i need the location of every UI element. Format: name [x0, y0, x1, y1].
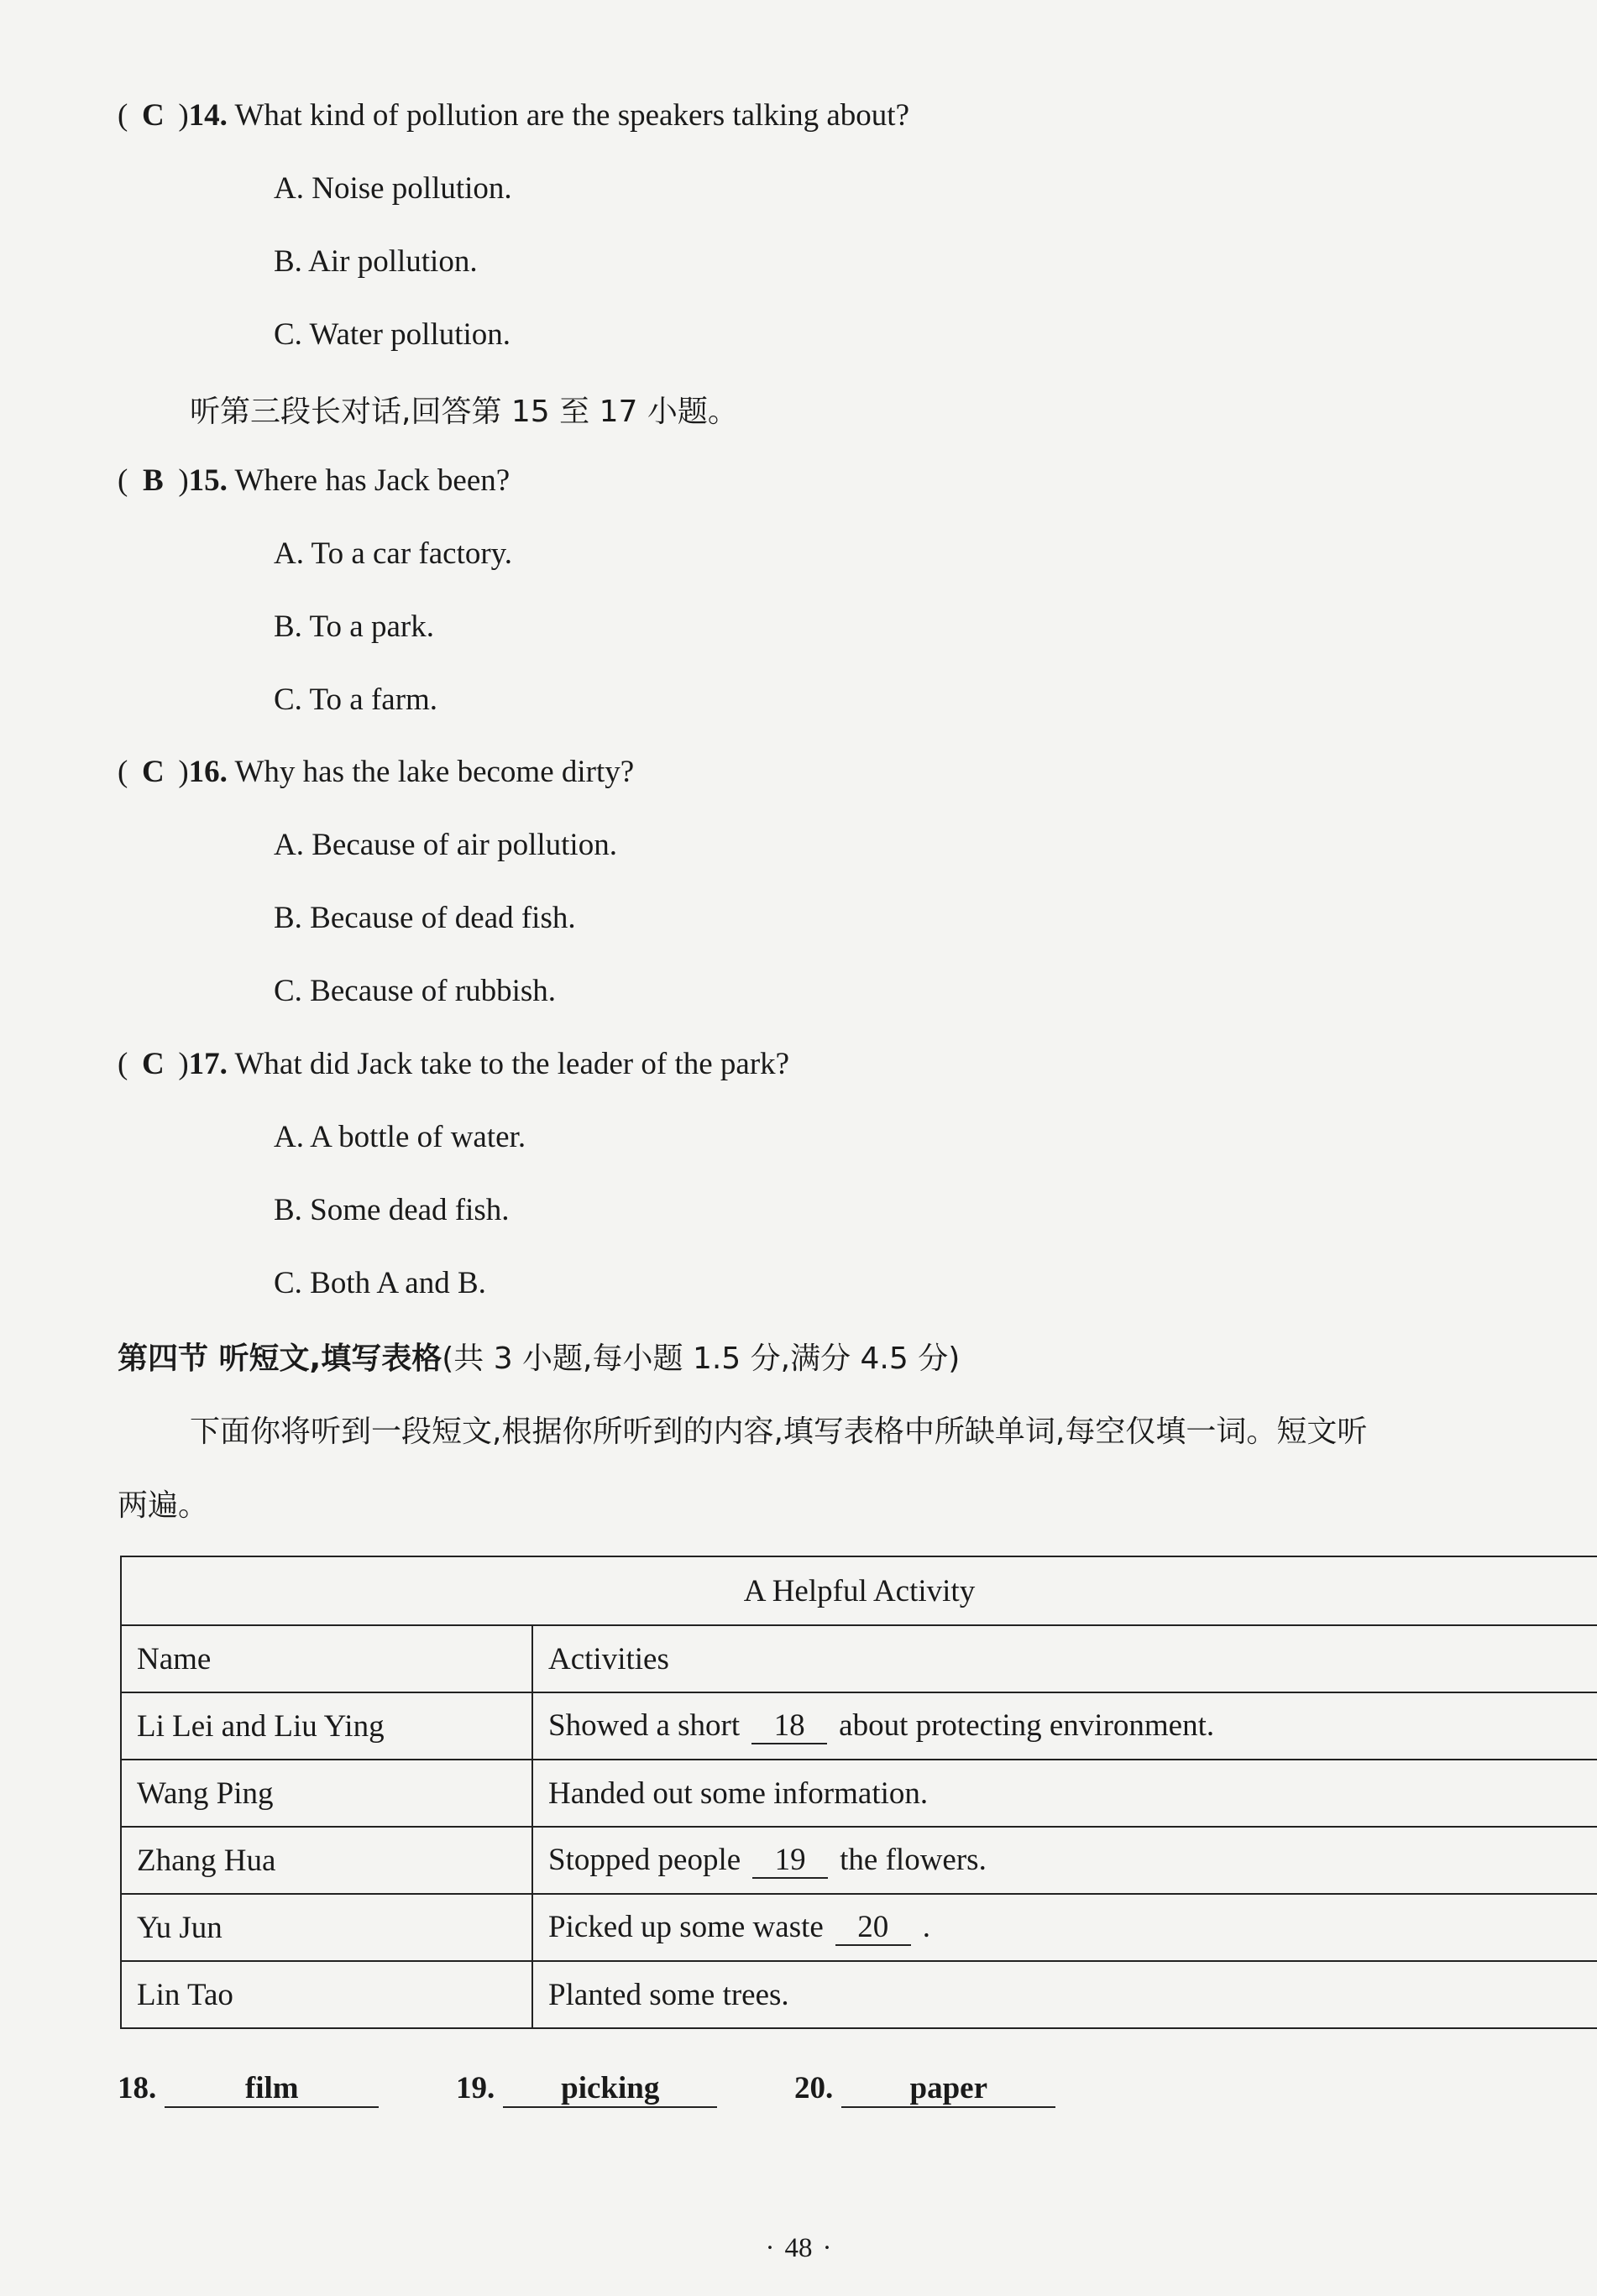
table-row: [121, 1692, 1597, 1760]
page-footer: [0, 2233, 1597, 2264]
paren-close: ): [178, 755, 189, 789]
question-15-number: 15.: [188, 463, 228, 498]
question-16-option-b: B. Because of dead fish.: [274, 901, 576, 935]
page-dot-left: ·: [765, 2233, 775, 2263]
question-15: [118, 463, 510, 499]
paren-close: ): [178, 1047, 189, 1081]
activity-text: Stopped people: [548, 1842, 741, 1877]
dialogue-instruction: 听第三段长对话,回答第 15 至 17 小题。: [190, 395, 738, 429]
table-title-row: [121, 1556, 1597, 1625]
page-number: 48: [784, 2233, 813, 2263]
question-14-text: What kind of pollution are the speakers talking about?: [234, 98, 909, 133]
table-row: [121, 1894, 1597, 1961]
activity-table: [120, 1556, 1597, 2029]
question-15-option-c: C. To a farm.: [274, 683, 438, 717]
answer-19-word: picking: [503, 2070, 717, 2108]
section-heading: [118, 1335, 960, 1378]
answer-18: [118, 2070, 379, 2108]
question-14-number: 14.: [188, 98, 228, 133]
question-14-option-c: C. Water pollution.: [274, 317, 511, 352]
activity-text-after: .: [922, 1909, 931, 1944]
activity-text: Showed a short: [548, 1708, 741, 1743]
table-title: A Helpful Activity: [121, 1556, 1597, 1625]
answer-18-number: 18.: [118, 2071, 157, 2105]
paren-open: (: [118, 98, 128, 133]
activity-text-after: about protecting environment.: [839, 1708, 1215, 1743]
answer-19: [456, 2070, 717, 2108]
section-instruction-line2: 两遍。: [118, 1488, 209, 1523]
question-17-text: What did Jack take to the leader of the park?: [234, 1047, 790, 1081]
question-16: [118, 754, 634, 790]
table-header-row: [121, 1625, 1597, 1692]
question-15-option-b: B. To a park.: [274, 609, 434, 644]
row-activity: Handed out some information.: [532, 1760, 1597, 1827]
paren-open: (: [118, 463, 128, 498]
question-14-option-b: B. Air pollution.: [274, 244, 478, 279]
question-17-option-c: C. Both A and B.: [274, 1266, 486, 1300]
answer-19-number: 19.: [456, 2071, 495, 2105]
question-16-number: 16.: [188, 755, 228, 789]
page-dot-right: ·: [822, 2233, 832, 2263]
activity-text: Picked up some waste: [548, 1909, 824, 1944]
blank-19: 19: [752, 1844, 828, 1880]
question-17-option-a: A. A bottle of water.: [274, 1120, 526, 1154]
paren-close: ): [178, 98, 189, 133]
question-16-option-c: C. Because of rubbish.: [274, 974, 557, 1008]
row-name: Wang Ping: [121, 1760, 532, 1827]
table-row: [121, 1827, 1597, 1894]
table-row: [121, 1760, 1597, 1827]
question-16-text: Why has the lake become dirty?: [234, 755, 635, 789]
column-header-name: Name: [121, 1625, 532, 1692]
question-14: [118, 97, 909, 133]
question-17-number: 17.: [188, 1047, 228, 1081]
question-15-option-a: A. To a car factory.: [274, 536, 513, 571]
answer-20-number: 20.: [794, 2071, 834, 2105]
answer-20-word: paper: [841, 2070, 1055, 2108]
question-15-answer: B: [142, 463, 164, 498]
paren-open: (: [118, 1047, 128, 1081]
table-row: [121, 1961, 1597, 2028]
answer-20: [794, 2070, 1055, 2108]
row-name: Li Lei and Liu Ying: [121, 1692, 532, 1760]
row-activity: Planted some trees.: [532, 1961, 1597, 2028]
row-name: Zhang Hua: [121, 1827, 532, 1894]
row-activity: [532, 1692, 1597, 1760]
question-15-text: Where has Jack been?: [234, 463, 511, 498]
blank-18: 18: [751, 1709, 827, 1745]
activity-text-after: the flowers.: [840, 1842, 987, 1877]
section-title: 第四节 听短文,填写表格: [118, 1342, 442, 1376]
question-14-answer: C: [141, 98, 165, 133]
question-16-answer: C: [141, 755, 165, 789]
blank-20: 20: [835, 1911, 911, 1947]
question-17-answer: C: [141, 1047, 165, 1081]
paren-close: ): [178, 463, 189, 498]
row-name: Yu Jun: [121, 1894, 532, 1961]
question-14-option-a: A. Noise pollution.: [274, 171, 512, 206]
paren-open: (: [118, 755, 128, 789]
question-17: [118, 1046, 789, 1082]
row-activity: [532, 1894, 1597, 1961]
answer-18-word: film: [165, 2070, 379, 2108]
question-16-option-a: A. Because of air pollution.: [274, 828, 617, 862]
section-instruction-line1: 下面你将听到一段短文,根据你所听到的内容,填写表格中所缺单词,每空仅填一词。短文听: [190, 1415, 1368, 1449]
column-header-activities: Activities: [532, 1625, 1597, 1692]
section-scoring: (共 3 小题,每小题 1.5 分,满分 4.5 分): [442, 1342, 961, 1376]
row-activity: [532, 1827, 1597, 1894]
question-17-option-b: B. Some dead fish.: [274, 1193, 510, 1227]
row-name: Lin Tao: [121, 1961, 532, 2028]
